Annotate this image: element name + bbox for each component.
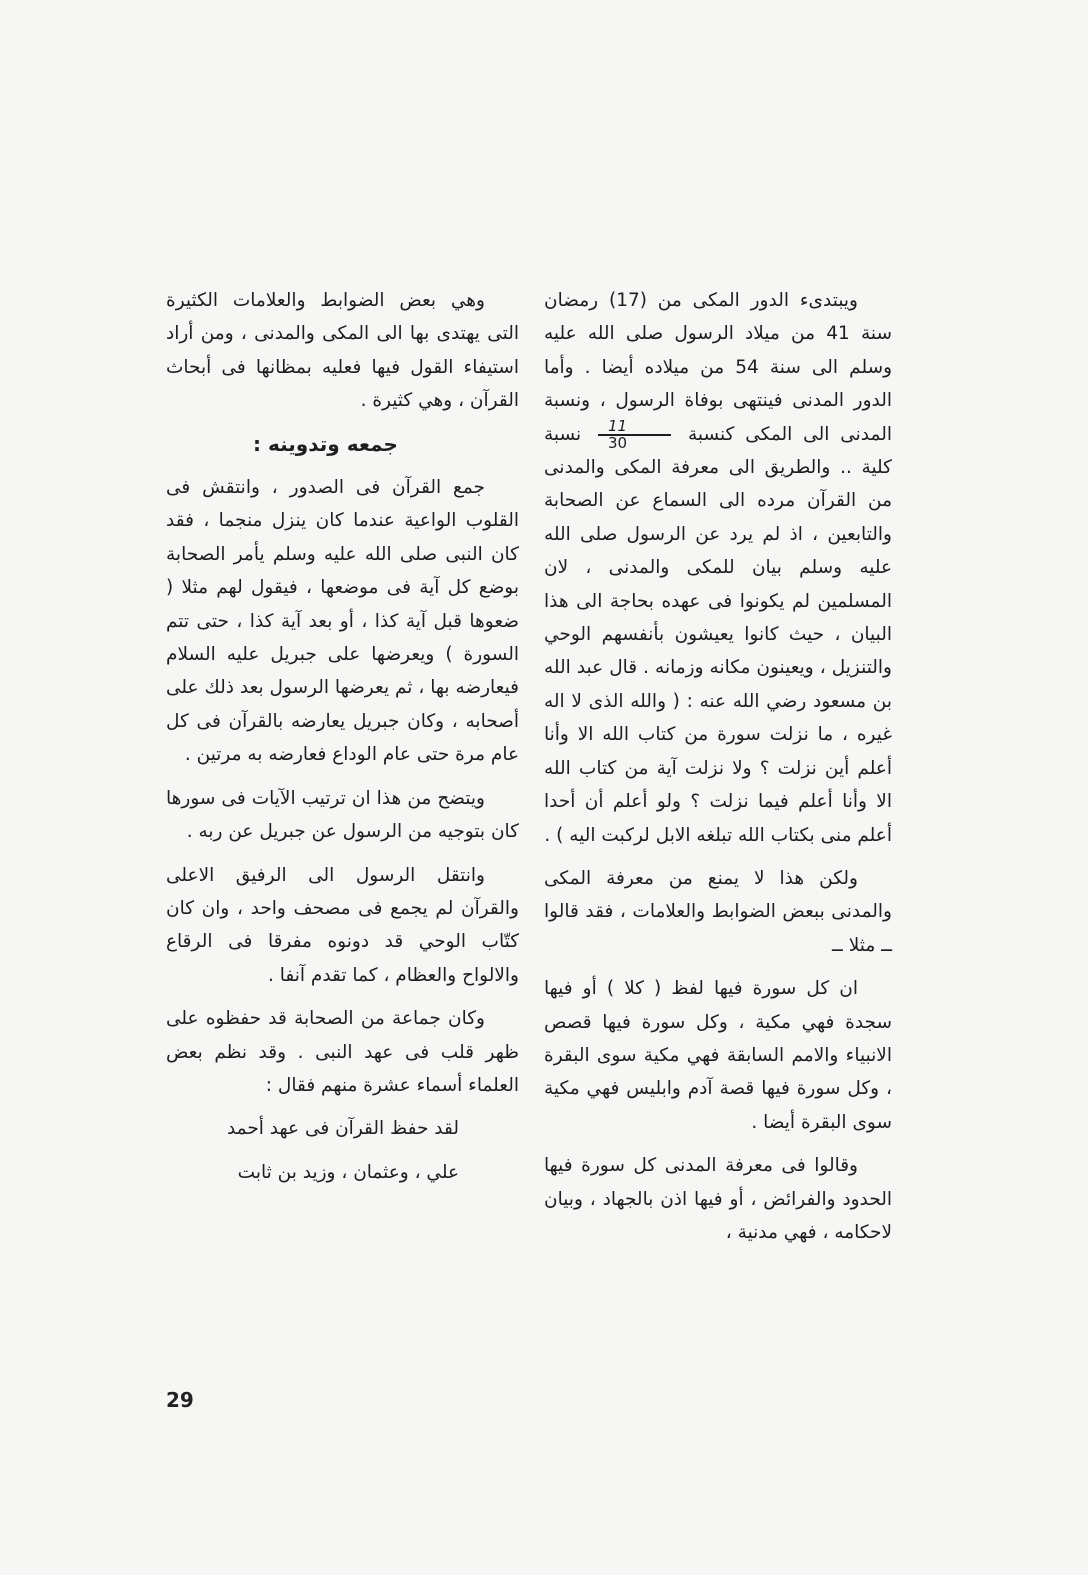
section-heading: جمعه وتدوينه :	[253, 431, 398, 456]
fraction	[598, 416, 671, 452]
left-text-column	[166, 284, 519, 1199]
paragraph	[544, 284, 892, 852]
verse-line: لقد حفظ القرآن فى عهد أحمد	[226, 1118, 459, 1140]
paragraph: وكان جماعة من الصحابة قد حفظوه على ظهر قلب فى عهد النبى . وقد نظم بعض العلماء أسماء عشرة منهم فقال :	[166, 1008, 519, 1096]
right-text-column	[544, 284, 892, 1259]
paragraph: ان كل سورة فيها لفظ ( كلا ) أو فيها سجدة فهي مكية ، وكل سورة فيها قصص الانبياء والامم السابقة فهي مكية سوى البقرة ، وكل سورة فيها قصة آدم وابليس فهي مكية سوى البقرة أيضا .	[544, 978, 892, 1133]
verse-line: علي ، وعثمان ، وزيد بن ثابت	[237, 1161, 459, 1183]
page-number: 29	[166, 1388, 194, 1412]
paragraph: وهي بعض الضوابط والعلامات الكثيرة التى يهتدى بها الى المكى والمدنى ، ومن أراد استيفاء القول فيها فعليه بمظانها فى أبحاث القرآن ، وهي كثيرة .	[166, 290, 519, 412]
paragraph: وانتقل الرسول الى الرفيق الاعلى والقرآن لم يجمع فى مصحف واحد ، وان كان كتّاب الوحي قد دونوه مفرقا فى الرقاع والالواح والعظام ، كما تقدم آنفا .	[166, 864, 519, 986]
paragraph-text: نسبة كلية .. والطريق الى معرفة المكى والمدنى من القرآن مرده الى السماع عن الصحابة والتابعين ، اذ لم يرد عن الرسول صلى الله عليه وسلم بيان للمكى والمدنى ، لان المسلمين لم يكونوا فى عهده بحاجة الى هذا البيان ، حيث كانوا يعيشون بأنفسهم الوحي والتنزيل ، ويعينون مكانه وزمانه . قال عبد الله بن مسعود رضي الله عنه : ( والله الذى لا اله غيره ، ما نزلت سورة من كتاب الله الا وأنا أعلم أين نزلت ؟ ولا نزلت آية من كتاب الله الا وأنا أعلم فيما نزلت ؟ ولو أعلم أن أحدا أعلم منى بكتاب الله تبلغه الابل لركبت اليه ) .	[544, 423, 892, 846]
paragraph-text: ويبتدىء الدور المكى من (17) رمضان سنة 41 من ميلاد الرسول صلى الله عليه وسلم الى سنة 54 من ميلاده أيضا . وأما الدور المدنى فينتهى بوفاة الرسول ، ونسبة المدنى الى المكى كنسبة	[544, 290, 893, 445]
poem-verse	[166, 1112, 519, 1189]
fraction-denominator: 30	[608, 433, 628, 452]
paragraph: ويتضح من هذا ان ترتيب الآيات فى سورها كان بتوجيه من الرسول عن جبريل عن ربه .	[166, 787, 519, 843]
paragraph: ولكن هذا لا يمنع من معرفة المكى والمدنى ببعض الضوابط والعلامات ، فقد قالوا ــ مثلا ــ	[544, 867, 892, 956]
paragraph: وقالوا فى معرفة المدنى كل سورة فيها الحدود والفرائض ، أو فيها اذن بالجهاد ، وبيان لاحكامه ، فهي مدنية ،	[544, 1155, 892, 1243]
fraction-numerator: 11	[598, 419, 671, 436]
paragraph: جمع القرآن فى الصدور ، وانتقش فى القلوب الواعية عندما كان ينزل منجما ، فقد كان النبى صلى الله عليه وسلم يأمر الصحابة بوضع كل آية فى موضعها ، فيقول لهم مثلا ( ضعوها قبل آية كذا ، أو بعد آية كذا ، حتى تتم السورة ) ويعرضها على جبريل عليه السلام فيعارضه بها ، ثم يعرضها الرسول بعد ذلك على أصحابه ، وكان جبريل يعارضه بالقرآن فى كل عام مرة حتى عام الوداع فعارضه به مرتين .	[166, 477, 519, 766]
